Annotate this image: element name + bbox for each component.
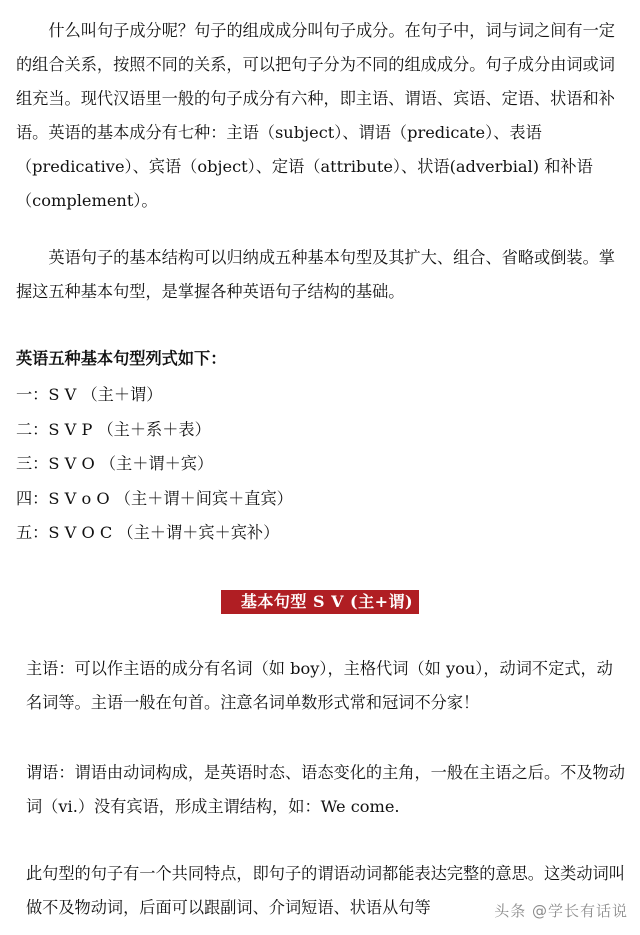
predicate-text: 谓语：谓语由动词构成，是英语时态、语态变化的主角，一般在主语之后。不及物动词（vi.）没有宾语，形成主谓结构，如：We come.	[26, 763, 625, 816]
patterns-title: 英语五种基本句型列式如下：	[16, 349, 227, 368]
pattern-row-2: 二：S V P （主＋系＋表）	[16, 419, 211, 439]
pattern-row-5: 五：S V O C （主＋谓＋宾＋宾补）	[16, 523, 280, 542]
pattern-row-4: 四：S V o O （主＋谓＋间宾＋直宾）	[16, 488, 293, 508]
intro-paragraph-1	[16, 14, 628, 218]
patterns-list	[16, 378, 628, 551]
pattern-row-1: 一：S V （主＋谓）	[16, 385, 163, 404]
subject-paragraph	[26, 652, 626, 720]
intro-text-2: 英语句子的基本结构可以归纳成五种基本句型及其扩大、组合、省略或倒装。掌握这五种基本句型，是掌握各种英语句子结构的基础。	[16, 248, 615, 301]
subject-text: 主语：可以作主语的成分有名词（如 boy），主格代词（如 you），动词不定式，动名词等。主语一般在句首。注意名词单数形式常和冠词不分家！	[26, 659, 613, 712]
intro-paragraph-2	[16, 241, 628, 309]
feature-text: 此句型的句子有一个共同特点，即句子的谓语动词都能表达完整的意思。这类动词叫做不及物动词，后面可以跟副词、介词短语、状语从句等	[26, 864, 625, 917]
pattern-row-3: 三：S V O （主＋谓＋宾）	[16, 454, 214, 473]
intro-text-1: 什么叫句子成分呢？句子的组成成分叫句子成分。在句子中，词与词之间有一定的组合关系，按照不同的关系，可以把句子分为不同的组成成分。句子成分由词或词组充当。现代汉语里一般的句子成分有六种，即主语、谓语、宾语、定语、状语和补语。英语的基本成分有七种：主语（subject）、谓语（predicate）、表语（predicative）、宾语（object）、定语（attribute）、状语(adverbial) 和补语（complement）。	[16, 21, 615, 210]
predicate-paragraph	[26, 756, 626, 824]
watermark: 头条 @学长有话说	[494, 902, 628, 920]
section-banner: 基本句型 S V (主+谓)	[221, 590, 419, 614]
section-banner-wrap	[0, 590, 640, 614]
